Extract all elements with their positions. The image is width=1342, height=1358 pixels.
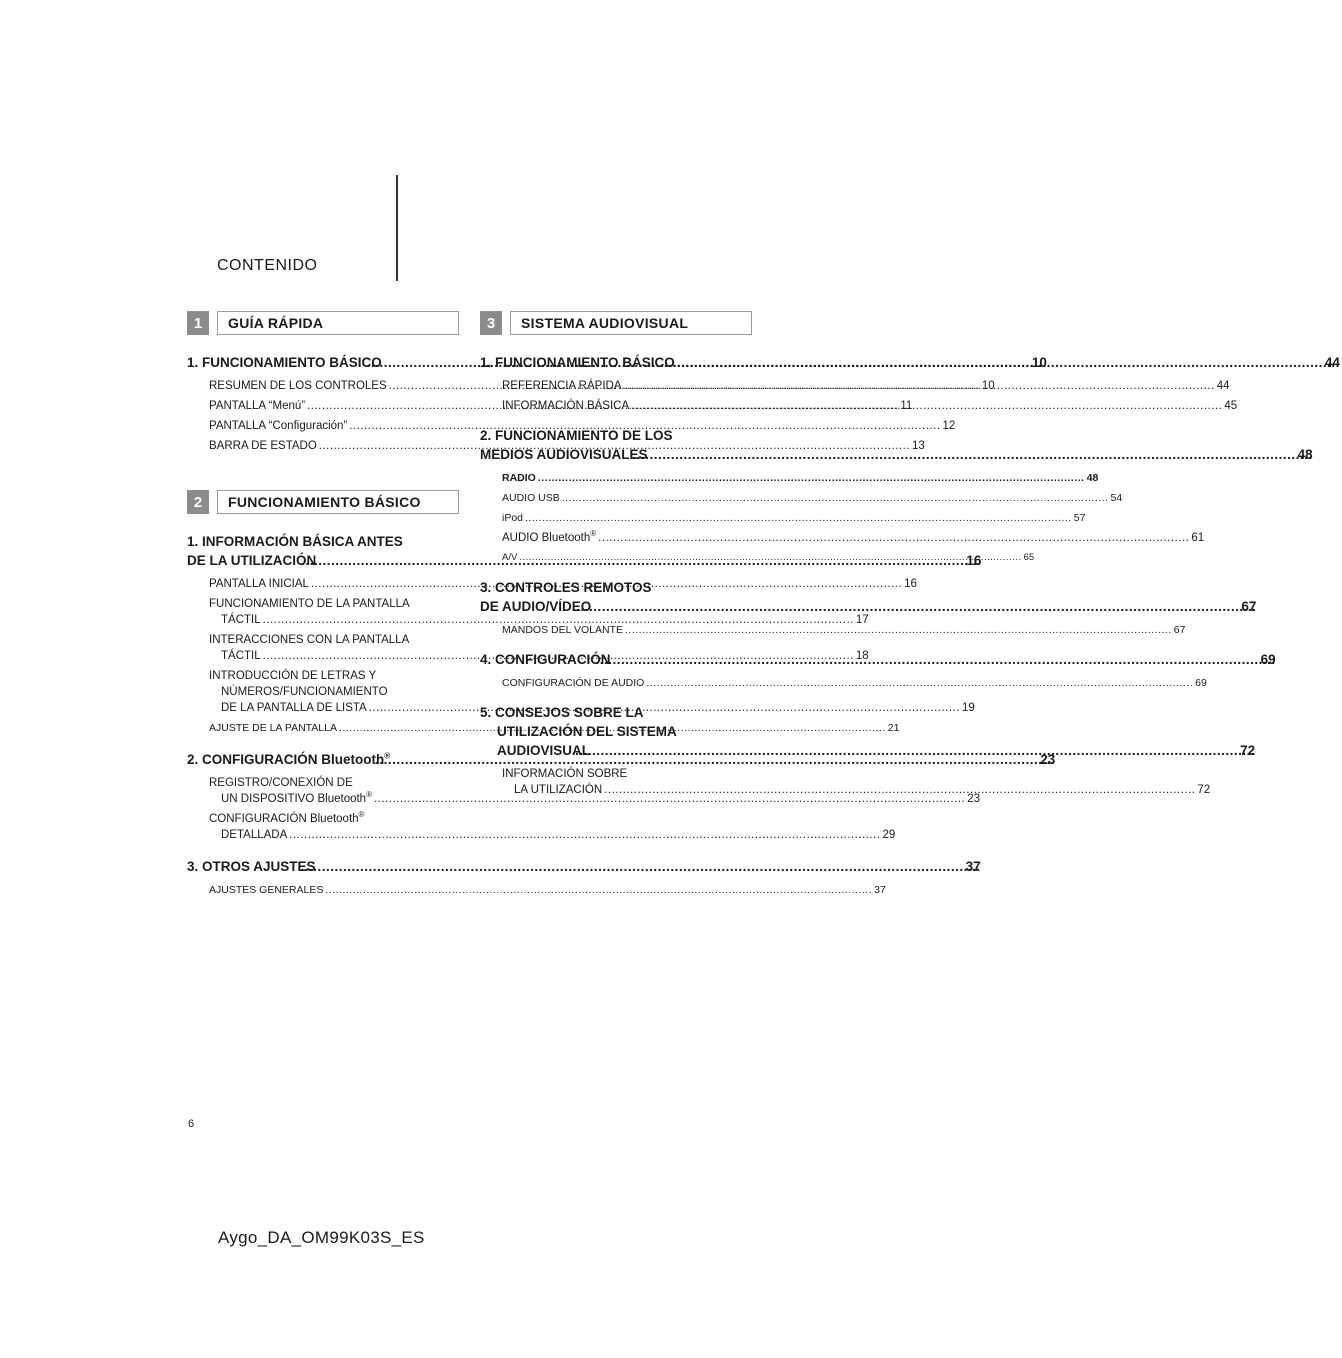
toc-entry[interactable]: INTRODUCCIÓN DE LETRAS Y NÚMEROS/FUNCIONAMIENTO DE LA PANTALLA DE LISTA..... 19 <box>187 668 459 716</box>
section-header-1 <box>187 311 459 335</box>
toc-entry[interactable]: AJUSTE DE LA PANTALLA ..... 21 <box>187 720 459 736</box>
toc-chapter[interactable]: 4. CONFIGURACIÓN ..... 69 <box>480 650 752 669</box>
page-number: 6 <box>188 1118 195 1130</box>
toc-entry[interactable]: A/V ..... 65 <box>480 550 752 566</box>
section-title: GUÍA RÁPIDA <box>217 311 459 335</box>
toc-entry[interactable]: CONFIGURACIÓN Bluetooth® DETALLADA..... 29 <box>187 811 459 843</box>
section-number: 1 <box>187 311 209 335</box>
toc-chapter[interactable]: 3. OTROS AJUSTES ..... 37 <box>187 857 459 876</box>
toc-entry[interactable]: MANDOS DEL VOLANTE ..... 67 <box>480 622 752 638</box>
toc-entry[interactable]: RADIO ..... 48 <box>480 470 752 486</box>
toc-entry[interactable]: FUNCIONAMIENTO DE LA PANTALLA TÁCTIL..... 17 <box>187 596 459 628</box>
toc-chapter[interactable]: 3. CONTROLES REMOTOS DE AUDIO/VÍDEO ..... 67 <box>480 578 752 616</box>
toc-entry[interactable]: iPod ..... 57 <box>480 510 752 526</box>
toc-entry[interactable]: INFORMACIÓN BÁSICA ..... 45 <box>480 398 752 414</box>
toc-entry[interactable]: BARRA DE ESTADO ..... 13 <box>187 438 459 454</box>
section-title: SISTEMA AUDIOVISUAL <box>510 311 752 335</box>
toc-entry[interactable]: CONFIGURACIÓN DE AUDIO ..... 69 <box>480 675 752 691</box>
toc-entry[interactable]: PANTALLA INICIAL ..... 16 <box>187 576 459 592</box>
toc-chapter[interactable]: 1. INFORMACIÓN BÁSICA ANTES DE LA UTILIZACIÓN ..... 16 <box>187 532 459 570</box>
section-header-3 <box>480 311 752 335</box>
toc-chapter[interactable]: 1. FUNCIONAMIENTO BÁSICO ..... 10 <box>187 353 459 372</box>
document-code: Aygo_DA_OM99K03S_ES <box>218 1228 425 1247</box>
section-header-2 <box>187 490 459 514</box>
section-number: 2 <box>187 490 209 514</box>
toc-entry[interactable]: AUDIO Bluetooth® ..... 61 <box>480 530 752 546</box>
toc-chapter[interactable]: 2. FUNCIONAMIENTO DE LOS MEDIOS AUDIOVISUALES ..... 48 <box>480 426 752 464</box>
toc-entry[interactable]: INTERACCIONES CON LA PANTALLA TÁCTIL..... 18 <box>187 632 459 664</box>
toc-entry[interactable]: INFORMACIÓN SOBRE LA UTILIZACIÓN..... 72 <box>480 766 752 798</box>
toc-chapter[interactable]: 2. CONFIGURACIÓN Bluetooth® ..... 23 <box>187 750 459 769</box>
header-divider <box>396 175 398 281</box>
section-title: FUNCIONAMIENTO BÁSICO <box>217 490 459 514</box>
toc-entry[interactable]: REFERENCIA RÁPIDA ..... 44 <box>480 378 752 394</box>
section-number: 3 <box>480 311 502 335</box>
toc-chapter[interactable]: 1. FUNCIONAMIENTO BÁSICO ..... 44 <box>480 353 752 372</box>
toc-chapter[interactable]: 5. CONSEJOS SOBRE LA UTILIZACIÓN DEL SISTEMA AUDIOVISUAL ..... 72 <box>480 703 752 760</box>
toc-entry[interactable]: PANTALLA “Menú” ..... 11 <box>187 398 459 414</box>
toc-entry[interactable]: RESUMEN DE LOS CONTROLES ..... 10 <box>187 378 459 394</box>
toc-entry[interactable]: AUDIO USB ..... 54 <box>480 490 752 506</box>
page-header-title: CONTENIDO <box>217 257 318 274</box>
toc-entry[interactable]: PANTALLA “Configuración” ..... 12 <box>187 418 459 434</box>
toc-entry[interactable]: AJUSTES GENERALES ..... 37 <box>187 882 459 898</box>
toc-entry[interactable]: REGISTRO/CONEXIÓN DE UN DISPOSITIVO Bluetooth®..... 23 <box>187 775 459 807</box>
